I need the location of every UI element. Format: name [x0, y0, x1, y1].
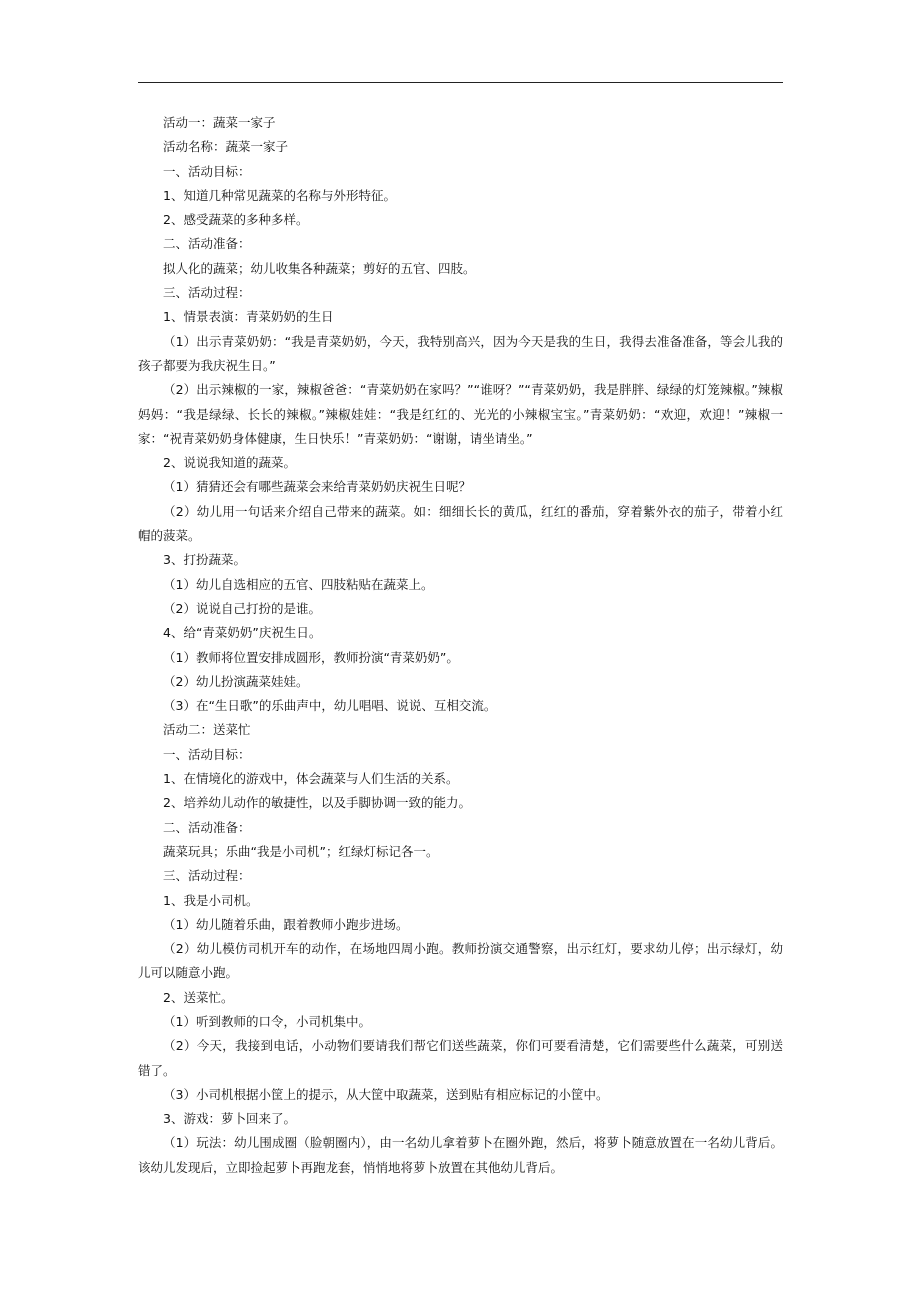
paragraph: （1）玩法：幼儿围成圈（脸朝圈内），由一名幼儿拿着萝卜在圈外跑，然后，将萝卜随意放置在一名幼儿背后。该幼儿发现后，立即捡起萝卜再跑龙套，悄悄地将萝卜放置在其他幼儿背后。	[138, 1135, 783, 1175]
paragraph: 活动二：送菜忙	[163, 722, 251, 738]
paragraph: 拟人化的蔬菜；幼儿收集各种蔬菜；剪好的五官、四肢。	[163, 260, 476, 276]
paragraph: 蔬菜玩具；乐曲“我是小司机”；红绿灯标记各一。	[163, 843, 439, 859]
paragraph: 三、活动过程：	[163, 868, 251, 884]
paragraph: （1）幼儿自选相应的五官、四肢粘贴在蔬菜上。	[163, 576, 434, 592]
paragraph: （1）幼儿随着乐曲，跟着教师小跑步进场。	[163, 916, 409, 932]
header-rule	[138, 82, 783, 83]
paragraph: （1）猜猜还会有哪些蔬菜会来给青菜奶奶庆祝生日呢？	[163, 479, 471, 495]
paragraph: 活动名称：蔬菜一家子	[163, 139, 289, 155]
paragraph: 一、活动目标：	[163, 163, 251, 179]
paragraph: 活动一：蔬菜一家子	[163, 115, 276, 130]
paragraph: （3）小司机根据小筐上的提示，从大筐中取蔬菜，送到贴有相应标记的小筐中。	[163, 1086, 609, 1102]
paragraph: 3、游戏：萝卜回来了。	[163, 1111, 296, 1127]
paragraph: （2）说说自己打扮的是谁。	[163, 600, 321, 616]
paragraph: 2、培养幼儿动作的敏捷性，以及手脚协调一致的能力。	[163, 795, 471, 811]
paragraph: 2、说说我知道的蔬菜。	[163, 455, 296, 471]
paragraph: 1、我是小司机。	[163, 892, 259, 908]
paragraph: 1、知道几种常见蔬菜的名称与外形特征。	[163, 187, 396, 203]
paragraph: （2）幼儿模仿司机开车的动作，在场地四周小跑。教师扮演交通警察，出示红灯，要求幼儿停；出示绿灯，幼儿可以随意小跑。	[138, 941, 783, 981]
paragraph: （2）幼儿扮演蔬菜娃娃。	[163, 673, 309, 689]
paragraph: （2）出示辣椒的一家，辣椒爸爸：“青菜奶奶在家吗？”“谁呀？”“青菜奶奶，我是胖胖、绿绿的灯笼辣椒。”辣椒妈妈：“我是绿绿、长长的辣椒。”辣椒娃娃：“我是红红的、光光的小辣椒宝宝。”青菜奶奶：“欢迎，欢迎！”辣椒一家：“祝青菜奶奶身体健康，生日快乐！”青菜奶奶：“谢谢，请坐请坐。”	[138, 382, 783, 446]
paragraph: 4、给“青菜奶奶”庆祝生日。	[163, 625, 322, 641]
paragraph: （3）在“生日歌”的乐曲声中，幼儿唱唱、说说、互相交流。	[163, 698, 497, 714]
paragraph: 二、活动准备：	[163, 819, 251, 835]
paragraph: 2、感受蔬菜的多种多样。	[163, 212, 309, 228]
paragraph: 二、活动准备：	[163, 236, 251, 252]
paragraph: （1）教师将位置安排成圆形，教师扮演“青菜奶奶”。	[163, 649, 459, 665]
paragraph: 3、打扮蔬菜。	[163, 552, 246, 568]
paragraph: （2）幼儿用一句话来介绍自己带来的蔬菜。如：细细长长的黄瓜，红红的番茄，穿着紫外衣的茄子，带着小红帽的菠菜。	[138, 503, 783, 544]
paragraph: 1、情景表演：青菜奶奶的生日	[163, 309, 334, 325]
paragraph: 2、送菜忙。	[163, 989, 234, 1005]
paragraph: 1、在情境化的游戏中，体会蔬菜与人们生活的关系。	[163, 771, 459, 787]
paragraph: （2）今天，我接到电话，小动物们要请我们帮它们送些蔬菜，你们可要看清楚，它们需要些什么蔬菜，可别送错了。	[138, 1038, 783, 1078]
paragraph: 一、活动目标：	[163, 746, 251, 762]
paragraph: （1）出示青菜奶奶：“我是青菜奶奶，今天，我特别高兴，因为今天是我的生日，我得去准备准备，等会儿我的孩子都要为我庆祝生日。”	[138, 333, 783, 373]
paragraph: 三、活动过程：	[163, 285, 251, 301]
document-body	[138, 111, 783, 1180]
paragraph: （1）听到教师的口令，小司机集中。	[163, 1013, 371, 1029]
